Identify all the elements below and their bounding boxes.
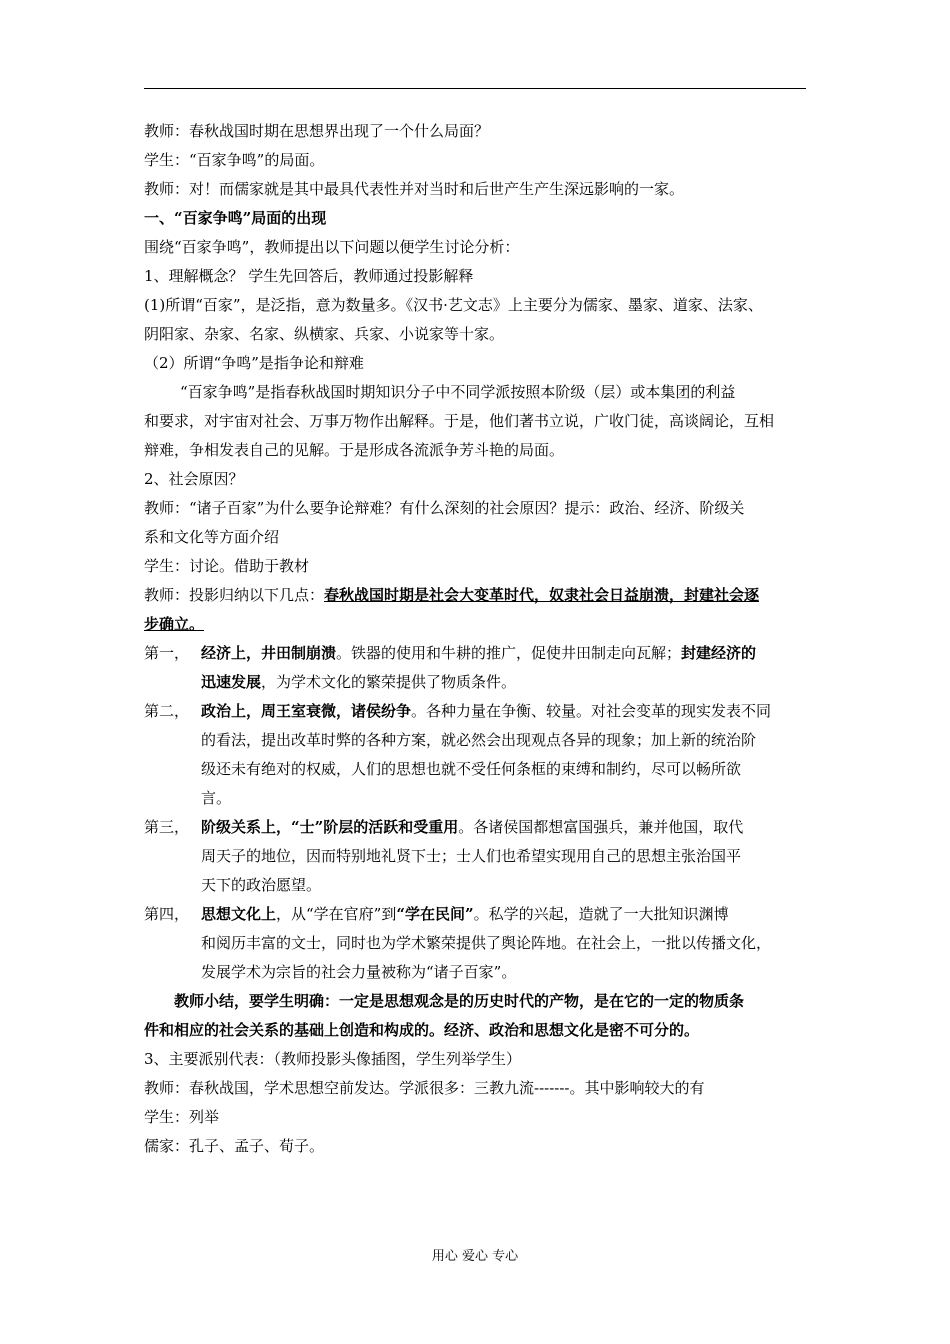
plain-text: ，为学术文化的繁荣提供了物质条件。 xyxy=(261,673,517,691)
line-prefix: 教师：投影归纳以下几点： xyxy=(144,586,325,604)
dialogue-line: 教师：春秋战国时期在思想界出现了一个什么局面？ xyxy=(144,122,490,140)
item-line xyxy=(201,697,808,726)
item-label: 第四， xyxy=(144,905,190,923)
item-line xyxy=(201,639,808,668)
text-line: 1、理解概念？ 学生先回答后，教师通过投影解释 xyxy=(144,267,474,285)
emphasis-text: 春秋战国时期是社会大变革时代，奴隶社会日益崩溃，封建社会逐 xyxy=(324,586,760,604)
text-line: （2）所谓“争鸣”是指争论和辩难 xyxy=(144,354,364,372)
text-line: 儒家：孔子、孟子、荀子。 xyxy=(144,1137,325,1155)
plain-text: ，从“学在官府”到 xyxy=(276,905,397,923)
page-footer: 用心 爱心 专心 xyxy=(431,1249,519,1264)
item-line: 级还未有绝对的权威，人们的思想也就不受任何条框的束缚和制约，尽可以畅所欲 xyxy=(201,760,742,778)
summary-line: 教师小结，要学生明确：一定是思想观念是的历史时代的产物，是在它的一定的物质条 xyxy=(174,992,745,1010)
text-line: (1)所谓“百家”，是泛指，意为数量多。《汉书·艺文志》上主要分为儒家、墨家、道家、法家、 xyxy=(144,296,763,314)
item-label: 第三， xyxy=(144,818,190,836)
plain-text: 。铁器的使用和牛耕的推广，促使井田制走向瓦解； xyxy=(336,644,682,662)
bold-text: “学在民间” xyxy=(396,905,474,923)
text-line: 阴阳家、杂家、名家、纵横家、兵家、小说家等十家。 xyxy=(144,325,505,343)
item-line xyxy=(201,900,808,929)
list-item xyxy=(144,697,808,813)
bold-text: 封建经济的 xyxy=(681,644,757,662)
plain-text: 。各诸侯国都想富国强兵，兼并他国，取代 xyxy=(458,818,744,836)
paragraph-line: “百家争鸣”是指春秋战国时期知识分子中不同学派按照本阶级（层）或本集团的利益 xyxy=(180,383,736,401)
document-body xyxy=(144,117,808,1161)
item-label: 第一， xyxy=(144,644,190,662)
item-body xyxy=(201,900,808,987)
dialogue-line: 学生：“百家争鸣”的局面。 xyxy=(144,151,325,169)
dialogue-line: 学生：讨论。借助于教材 xyxy=(144,557,310,575)
bold-text: 经济上，井田制崩溃 xyxy=(201,644,337,662)
list-item xyxy=(144,813,808,900)
text-line: 3、主要派别代表：（教师投影头像插图，学生列举学生） xyxy=(144,1050,522,1068)
item-line: 发展学术为宗旨的社会力量被称为“诸子百家”。 xyxy=(201,963,517,981)
dialogue-line xyxy=(144,581,808,610)
plain-text: 。各种力量在争衡、较量。对社会变革的现实发表不同 xyxy=(411,702,772,720)
bold-text: 阶级关系上，“士”阶层的活跃和受重用 xyxy=(201,818,459,836)
paragraph-line: 和要求，对宇宙对社会、万事万物作出解释。于是，他们著书立说，广收门徒，高谈阔论，互相 xyxy=(144,412,775,430)
item-line: 周天子的地位，因而特别地礼贤下士；士人们也希望实现用自己的思想主张治国平 xyxy=(201,847,742,865)
dialogue-line: 教师：对！而儒家就是其中最具代表性并对当时和后世产生产生深远影响的一家。 xyxy=(144,180,685,198)
emphasis-text: 步确立。 xyxy=(144,615,205,633)
section-heading: 一、“百家争鸣”局面的出现 xyxy=(144,209,327,227)
plain-text: 。私学的兴起，造就了一大批知识渊博 xyxy=(473,905,729,923)
dialogue-line: 教师：春秋战国，学术思想空前发达。学派很多：三教九流-------。其中影响较大的有 xyxy=(144,1079,705,1097)
dialogue-line xyxy=(144,610,808,639)
item-line: 言。 xyxy=(201,789,232,807)
item-body xyxy=(201,813,808,900)
bold-text: 思想文化上 xyxy=(201,905,277,923)
text-line: 围绕“百家争鸣”，教师提出以下问题以便学生讨论分析： xyxy=(144,238,520,256)
dialogue-line: 学生：列举 xyxy=(144,1108,220,1126)
item-line: 和阅历丰富的文士，同时也为学术繁荣提供了舆论阵地。在社会上，一批以传播文化， xyxy=(201,934,772,952)
item-line: 天下的政治愿望。 xyxy=(201,876,322,894)
text-line: 2、社会原因？ xyxy=(144,470,244,488)
paragraph-line: 辩难，争相发表自己的见解。于是形成各流派争芳斗艳的局面。 xyxy=(144,441,565,459)
list-item xyxy=(144,900,808,987)
dialogue-line: 系和文化等方面介绍 xyxy=(144,528,280,546)
item-body xyxy=(201,697,808,813)
item-label: 第二， xyxy=(144,702,190,720)
bold-text: 迅速发展 xyxy=(201,673,262,691)
item-line: 的看法，提出改革时弊的各种方案，就必然会出现观点各异的现象；加上新的统治阶 xyxy=(201,731,757,749)
dialogue-line: 教师：“诸子百家”为什么要争论辩难？有什么深刻的社会原因？提示：政治、经济、阶级关 xyxy=(144,499,745,517)
header-rule xyxy=(144,88,806,89)
bold-text: 政治上，周王室衰微，诸侯纷争 xyxy=(201,702,412,720)
item-body xyxy=(201,639,808,697)
list-item xyxy=(144,639,808,697)
summary-line: 件和相应的社会关系的基础上创造和构成的。经济、政治和思想文化是密不可分的。 xyxy=(144,1021,700,1039)
item-line xyxy=(201,813,808,842)
item-line xyxy=(201,668,808,697)
